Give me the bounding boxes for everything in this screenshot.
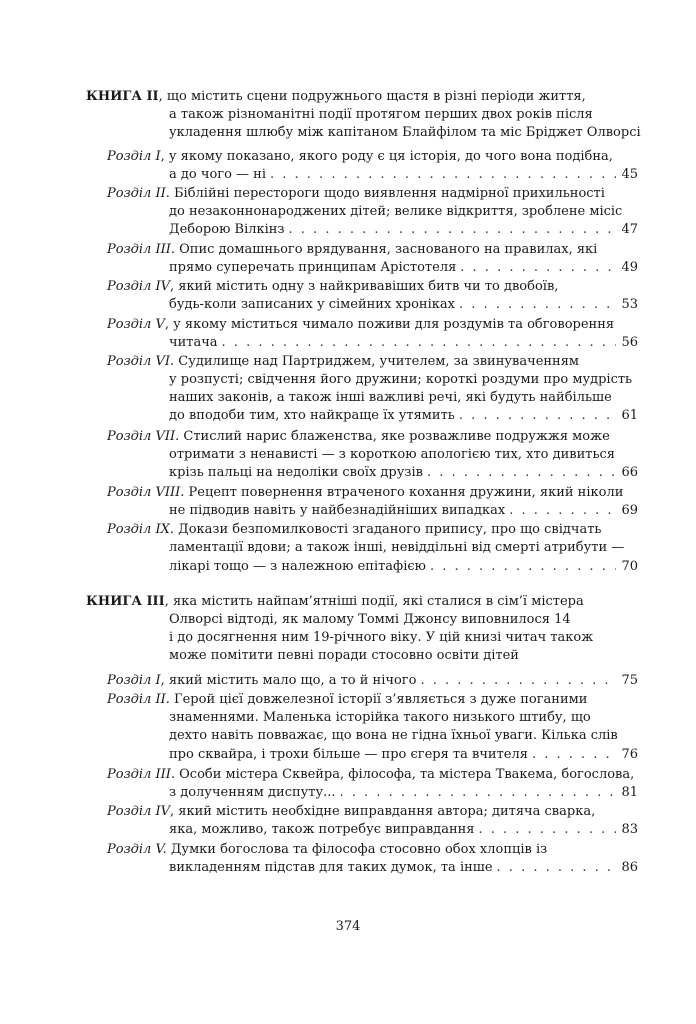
page-ref: 53: [621, 297, 638, 312]
leader-dots: [459, 407, 616, 425]
toc-entry-2-7-last: крізь пальці на недоліки своїх друзів . . . 66: [169, 464, 638, 482]
toc-entry-2-2: Розділ ІІ. Біблійні перестороги щодо виявлення надмірної прихильності: [107, 186, 605, 201]
toc-entry-2-5: Розділ V, у якому міститься чимало поживи для роздумів та обговорення: [107, 317, 615, 332]
page-ref: 49: [621, 260, 638, 275]
leader-dots: [270, 166, 616, 184]
toc-entry-2-4: Розділ IV, який містить одну з найкривавіших битв чи то двобоїв,: [107, 279, 559, 294]
page-ref: 75: [621, 673, 638, 688]
leader-dots: [478, 821, 616, 839]
book-3-desc-line: Олворсі відтоді, як малому Томмі Джонсу виповнилося 14: [169, 612, 571, 627]
toc-entry-2-3-last: прямо суперечать принципам Арістотеля . . . 49: [169, 259, 638, 277]
toc-entry-3-2: Розділ ІІ. Герой цієї довжелезної історії з’являється з дуже поганими: [107, 692, 588, 707]
book-2-desc-line: а також різноманітні події протягом перших двох років після: [169, 107, 593, 122]
leader-dots: [532, 746, 616, 764]
toc-entry-line: отримати з ненависті — з короткою апологією тих, хто дивиться: [169, 447, 616, 462]
page-ref: 86: [621, 860, 638, 875]
book-2-title: КНИГА ІІ: [86, 89, 159, 104]
toc-entry-line: у розпусті; свідчення його дружини; короткі роздуми про мудрість: [169, 372, 633, 387]
toc-entry-3-1: Розділ І, який містить мало що, а то й нічого . . . 75: [107, 672, 638, 690]
leader-dots: [420, 672, 616, 690]
toc-entry-line: наших законів, а також інші важливі речі, які будуть найбільше: [169, 390, 612, 405]
leader-dots: [459, 296, 616, 314]
toc-entry-2-3: Розділ ІІІ. Опис домашнього врядування, заснованого на правилах, які: [107, 242, 598, 257]
leader-dots: [509, 502, 616, 520]
toc-entry-line: ламентації вдови; а також інші, невіддільні від смерті атрибути —: [169, 540, 625, 555]
page-ref: 61: [621, 408, 638, 423]
toc-entry-2-7: Розділ VII. Стислий нарис блаженства, яке розважливе подружжя може: [107, 429, 610, 444]
toc-entry-2-8: Розділ VIII. Рецепт повернення втраченого кохання дружини, який ніколи: [107, 485, 624, 500]
page-ref: 66: [621, 465, 638, 480]
book-3-title: КНИГА ІІІ: [86, 594, 165, 609]
toc-entry-2-8-last: не підводив навіть у найбезнадійніших випадках . . . 69: [169, 502, 638, 520]
toc-entry-2-4-last: будь-коли записаних у сімейних хроніках . . . 53: [169, 296, 638, 314]
toc-entry-2-1-last: а до чого — ні . . . 45: [169, 166, 638, 184]
toc-entry-3-5-last: викладенням підстав для таких думок, та інше . . . 86: [169, 859, 638, 877]
page-ref: 45: [621, 167, 638, 182]
toc-entry-2-1: Розділ І, у якому показано, якого роду є ця історія, до чого вона подібна,: [107, 149, 613, 164]
toc-entry-3-3: Розділ ІІІ. Особи містера Сквейра, філософа, та містера Твакема, богослова,: [107, 767, 635, 782]
toc-entry-3-5: Розділ V. Думки богослова та філософа стосовно обох хлопців із: [107, 842, 548, 857]
page-number: 374: [335, 919, 361, 934]
book-3-heading: КНИГА ІІІ, яка містить найпам’ятніші події, які сталися в сім’ї містера: [86, 594, 584, 609]
book-2-heading: КНИГА ІІ, що містить сцени подружнього щастя в різні періоди життя,: [86, 89, 586, 104]
toc-entry-2-9: Розділ IX. Докази безпомилковості згаданого припису, про що свідчать: [107, 522, 602, 537]
leader-dots: [340, 784, 616, 802]
page-ref: 70: [621, 559, 638, 574]
page-ref: 83: [621, 822, 638, 837]
leader-dots: [427, 464, 616, 482]
toc-entry-line: дехто навіть повважає, що вона не гідна їхньої уваги. Кілька слів: [169, 728, 618, 743]
toc-entry-2-6: Розділ VI. Судилище над Партриджем, учителем, за звинуваченням: [107, 354, 580, 369]
toc-entry-2-9-last: лікарі тощо — з належною епітафією . . . 70: [169, 558, 638, 576]
leader-dots: [222, 334, 616, 352]
page-ref: 56: [621, 335, 638, 350]
toc-entry-2-2-last: Деборою Вілкінз . . . 47: [169, 221, 638, 239]
book-3-desc-line: і до досягнення ним 19-річного віку. У цій книзі читач також: [169, 630, 594, 645]
toc-entry-3-3-last: з долученням диспуту... . . . 81: [169, 784, 638, 802]
book-2-desc-line: укладення шлюбу між капітаном Блайфілом та міс Бріджет Олворсі: [169, 125, 641, 140]
toc-entry-line: знаменнями. Маленька історійка такого низького штибу, що: [169, 710, 591, 725]
page-ref: 47: [621, 222, 638, 237]
leader-dots: [430, 558, 616, 576]
toc-entry-line: до незаконнонароджених дітей; велике відкриття, зроблене місіс: [169, 204, 623, 219]
toc-entry-3-2-last: про сквайра, і трохи більше — про єгеря та вчителя . . . 76: [169, 746, 638, 764]
page-ref: 81: [621, 785, 638, 800]
page-ref: 76: [621, 747, 638, 762]
book-3-desc-line: може помітити певні поради стосовно освіти дітей: [169, 648, 519, 663]
leader-dots: [289, 221, 616, 239]
toc-entry-2-5-last: читача . . . 56: [169, 334, 638, 352]
leader-dots: [497, 859, 616, 877]
leader-dots: [460, 259, 616, 277]
toc-entry-3-4: Розділ IV, який містить необхідне виправдання автора; дитяча сварка,: [107, 804, 596, 819]
toc-entry-2-6-last: до вподоби тим, хто найкраще їх утямить . . . 61: [169, 407, 638, 425]
page-ref: 69: [621, 503, 638, 518]
toc-entry-3-4-last: яка, можливо, також потребує виправдання . . . 83: [169, 821, 638, 839]
